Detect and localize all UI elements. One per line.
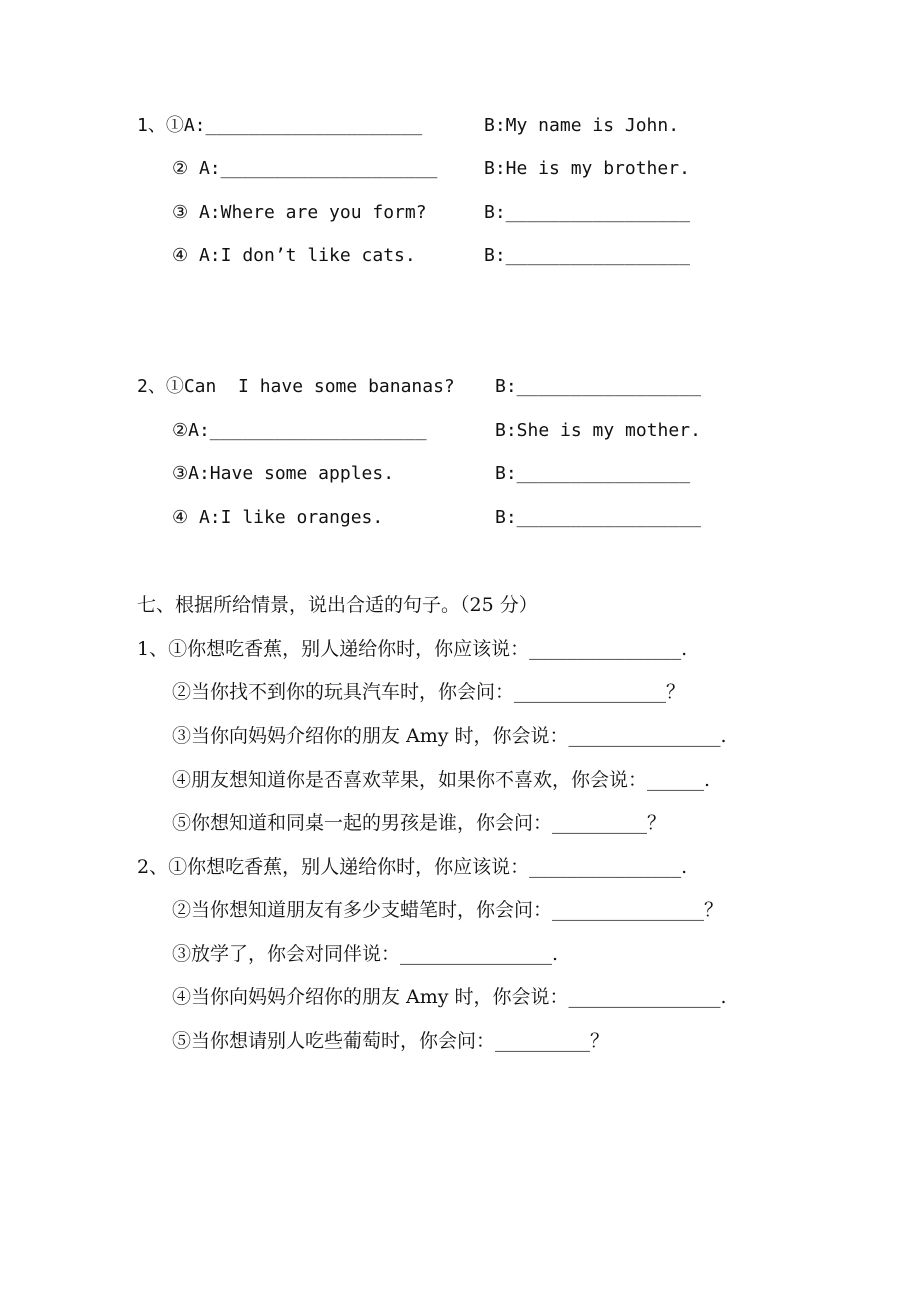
s7-g2-q3: ③放学了，你会对同伴说：________________. — [172, 943, 559, 965]
g1-row1-answer: B:My name is John. — [484, 115, 680, 136]
g1-row3-answer: B:_________________ — [484, 202, 690, 223]
g2-row1-question: 2、①Can I have some bananas? — [137, 376, 455, 397]
g2-row1-answer: B:_________________ — [495, 376, 701, 397]
g1-row4-answer: B:_________________ — [484, 245, 690, 266]
s7-g1-q3: ③当你向妈妈介绍你的朋友 Amy 时，你会说：________________. — [172, 725, 727, 747]
g2-row2-question: ②A:____________________ — [172, 420, 427, 441]
s7-g1-q4: ④朋友想知道你是否喜欢苹果，如果你不喜欢，你会说：______. — [172, 769, 711, 791]
s7-g1-q1: 1、①你想吃香蕉，别人递给你时，你应该说：________________. — [137, 638, 688, 660]
s7-g2-q1: 2、①你想吃香蕉，别人递给你时，你应该说：________________. — [137, 856, 688, 878]
s7-g2-q4: ④当你向妈妈介绍你的朋友 Amy 时，你会说：________________. — [172, 986, 727, 1008]
g1-row1-question: 1、①A:____________________ — [137, 115, 423, 136]
g2-row3-answer: B:________________ — [495, 463, 691, 484]
section-7-heading: 七、根据所给情景，说出合适的句子。（25 分） — [137, 594, 538, 616]
g1-row2-question: ② A:____________________ — [172, 158, 438, 179]
g2-row4-answer: B:_________________ — [495, 507, 701, 528]
g2-row2-answer: B:She is my mother. — [495, 420, 701, 441]
s7-g1-q2: ②当你找不到你的玩具汽车时，你会问：________________？ — [172, 681, 686, 703]
g1-row3-question: ③ A:Where are you form? — [172, 202, 427, 223]
s7-g2-q2: ②当你想知道朋友有多少支蜡笔时，你会问：________________？ — [172, 899, 724, 921]
g2-row4-question: ④ A:I like oranges. — [172, 507, 384, 528]
s7-g2-q5: ⑤当你想请别人吃些葡萄时，你会问：__________？ — [172, 1030, 610, 1052]
g2-row3-question: ③A:Have some apples. — [172, 463, 395, 484]
g1-row2-answer: B:He is my brother. — [484, 158, 690, 179]
s7-g1-q5: ⑤你想知道和同桌一起的男孩是谁，你会问：__________？ — [172, 812, 667, 834]
g1-row4-question: ④ A:I don’t like cats. — [172, 245, 416, 266]
